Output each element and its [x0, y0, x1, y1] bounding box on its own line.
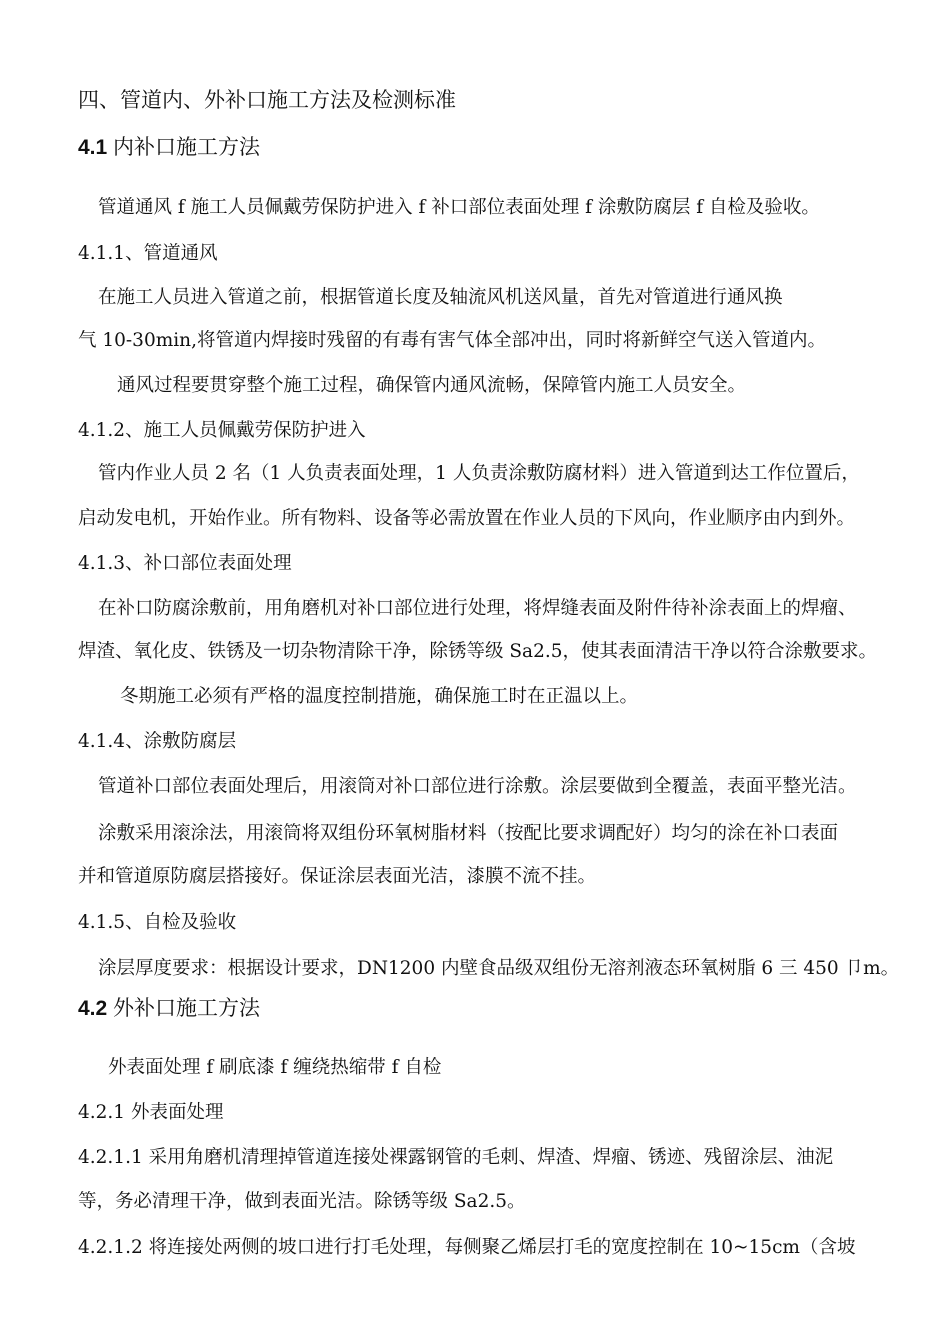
paragraph-4-1-2-line2: 启动发电机，开始作业。所有物料、设备等必需放置在作业人员的下风向，作业顺序由内到外。: [78, 508, 856, 529]
paragraph-4-1-5-line1: 涂层厚度要求：根据设计要求，DN1200 内壁食品级双组份无溶剂液态环氧树脂 6 三 450 卩m。: [98, 958, 900, 979]
subheading-4-1-5: 4.1.5、自检及验收: [78, 912, 237, 933]
subheading-4-2-1: 4.2.1 外表面处理: [78, 1102, 224, 1123]
heading-4-2-title: 外补口施工方法: [113, 996, 261, 1020]
paragraph-4-1-1-line1: 在施工人员进入管道之前，根据管道长度及轴流风机送风量，首先对管道进行通风换: [98, 287, 783, 308]
paragraph-4-1-3-line1: 在补口防腐涂敷前，用角磨机对补口部位进行处理，将焊缝表面及附件待补涂表面上的焊瘤、: [98, 598, 857, 619]
paragraph-4-2-1-1-line1: 4.2.1.1 采用角磨机清理掉管道连接处裸露钢管的毛刺、焊渣、焊瘤、锈迹、残留涂层、油泥: [78, 1147, 834, 1168]
paragraph-4-1-4-line2: 涂敷采用滚涂法，用滚筒将双组份环氧树脂材料（按配比要求调配好）均匀的涂在补口表面: [98, 823, 839, 844]
heading-4-1-number: 4.1: [78, 136, 108, 159]
subheading-4-1-4: 4.1.4、涂敷防腐层: [78, 731, 237, 752]
paragraph-4-2-1-2-line1: 4.2.1.2 将连接处两侧的坡口进行打毛处理，每侧聚乙烯层打毛的宽度控制在 10~15cm（含坡: [78, 1237, 856, 1258]
paragraph-4-1-2-line1: 管内作业人员 2 名（1 人负责表面处理，1 人负责涂敷防腐材料）进入管道到达工作位置后，: [98, 463, 860, 484]
heading-4-1-title: 内补口施工方法: [113, 135, 261, 159]
flow-4-1: 管道通风 f 施工人员佩戴劳保防护进入 f 补口部位表面处理 f 涂敷防腐层 f 自检及验收。: [98, 197, 820, 218]
paragraph-4-2-1-1-line2: 等，务必清理干净，做到表面光洁。除锈等级 Sa2.5。: [78, 1191, 526, 1212]
subheading-4-1-1: 4.1.1、管道通风: [78, 243, 218, 264]
paragraph-4-1-1-line2: 气 10-30min,将管道内焊接时残留的有毒有害气体全部冲出，同时将新鲜空气送入管道内。: [78, 330, 826, 351]
paragraph-4-1-1-line3: 通风过程要贯穿整个施工过程，确保管内通风流畅，保障管内施工人员安全。: [117, 375, 747, 396]
subheading-4-1-3: 4.1.3、补口部位表面处理: [78, 553, 292, 574]
heading-4-1: [78, 134, 260, 161]
heading-4-2: [78, 995, 260, 1022]
paragraph-4-1-4-line3: 并和管道原防腐层搭接好。保证涂层表面光洁，漆膜不流不挂。: [78, 866, 597, 887]
paragraph-4-1-3-line3: 冬期施工必须有严格的温度控制措施，确保施工时在正温以上。: [120, 686, 639, 707]
paragraph-4-1-4-line1: 管道补口部位表面处理后，用滚筒对补口部位进行涂敷。涂层要做到全覆盖，表面平整光洁。: [98, 776, 857, 797]
flow-4-2: 外表面处理 f 刷底漆 f 缠绕热缩带 f 自检: [108, 1057, 442, 1078]
section-title: 四、管道内、外补口施工方法及检测标准: [78, 88, 456, 112]
subheading-4-1-2: 4.1.2、施工人员佩戴劳保防护进入: [78, 420, 366, 441]
paragraph-4-1-3-line2: 焊渣、氧化皮、铁锈及一切杂物清除干净，除锈等级 Sa2.5，使其表面清洁干净以符合涂敷要求。: [78, 641, 878, 662]
heading-4-2-number: 4.2: [78, 997, 108, 1020]
